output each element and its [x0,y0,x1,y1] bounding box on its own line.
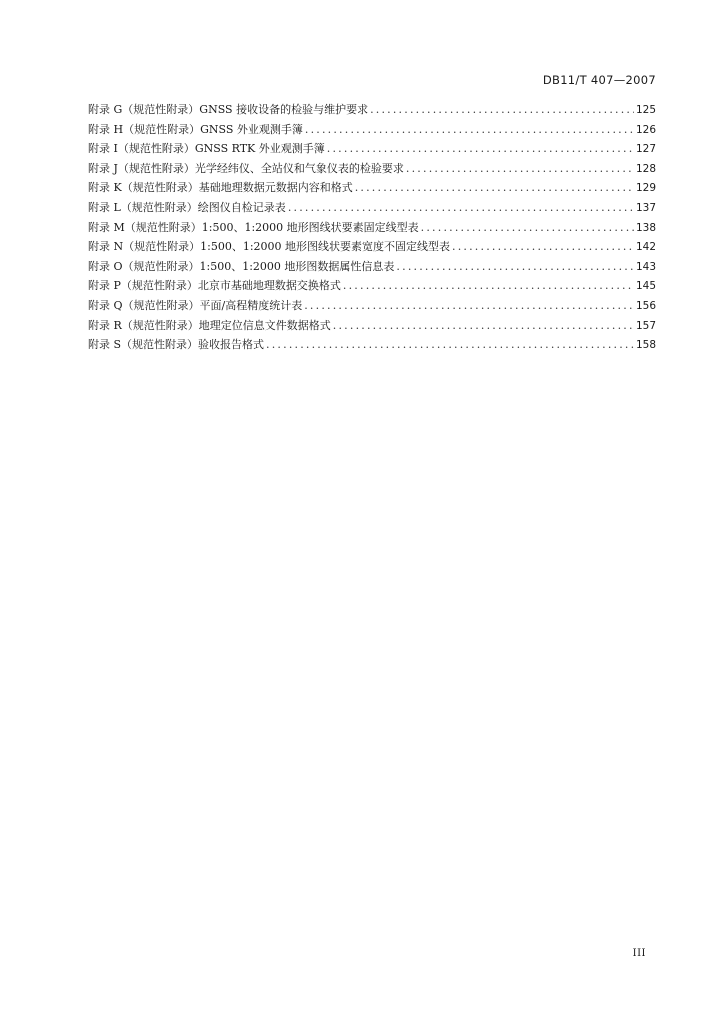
toc-entry-appendix-q[interactable] [88,297,656,317]
toc-entry-title: 附录 R（规范性附录）地理定位信息文件数据格式 [88,318,331,332]
toc-entry-title: 附录 J（规范性附录）光学经纬仪、全站仪和气象仪表的检验要求 [88,161,404,175]
toc-entry-title: 附录 M（规范性附录）1:500、1:2000 地形图线状要素固定线型表 [88,220,419,234]
toc-entry-page: 157 [635,319,656,332]
toc-entry-appendix-k[interactable] [88,179,656,199]
toc-entry-page: 138 [635,221,656,234]
toc-entry-page: 126 [635,123,656,136]
toc-entry-page: 125 [635,104,656,116]
toc-dot-leader [406,162,634,175]
toc-entry-page: 137 [635,201,656,214]
toc-dot-leader [305,123,634,136]
toc-entry-title: 附录 L（规范性附录）绘图仪自检记录表 [88,200,286,214]
toc-entry-appendix-l[interactable] [88,199,656,219]
toc-entry-appendix-j[interactable] [88,160,656,180]
toc-dot-leader [333,319,634,332]
toc-entry-appendix-m[interactable] [88,219,656,239]
toc-dot-leader [266,338,634,351]
toc-entry-page: 143 [635,260,656,273]
toc-entry-page: 142 [635,241,656,254]
toc-entry-title: 附录 H（规范性附录）GNSS 外业观测手簿 [88,122,303,136]
toc-entry-title: 附录 Q（规范性附录）平面/高程精度统计表 [88,298,303,312]
toc-entry-title: 附录 I（规范性附录）GNSS RTK 外业观测手簿 [88,142,325,156]
toc-entry-appendix-h[interactable] [88,121,656,141]
toc-entry-appendix-s[interactable] [88,336,656,356]
toc-entry-appendix-n[interactable] [88,238,656,258]
toc-entry-title: 附录 G（规范性附录）GNSS 接收设备的检验与维护要求 [88,103,369,116]
toc-entry-page: 129 [635,182,656,195]
toc-dot-leader [421,221,634,234]
toc-dot-leader [452,240,634,253]
standard-code: DB11/T 407—2007 [542,73,656,87]
toc-entry-appendix-g[interactable] [88,101,656,121]
toc-entry-title: 附录 K（规范性附录）基础地理数据元数据内容和格式 [88,181,353,195]
toc-entry-title: 附录 O（规范性附录）1:500、1:2000 地形图数据属性信息表 [88,259,395,273]
toc-entry-title: 附录 P（规范性附录）北京市基础地理数据交换格式 [88,279,341,293]
toc-entry-title: 附录 N（规范性附录）1:500、1:2000 地形图线状要素宽度不固定线型表 [88,240,451,254]
toc-entry-appendix-o[interactable] [88,258,656,278]
toc-entry-page: 145 [635,280,656,293]
toc-dot-leader [370,103,634,116]
toc-entry-appendix-p[interactable] [88,277,656,297]
toc-dot-leader [327,142,634,155]
toc-entry-page: 158 [635,339,656,352]
toc-entry-page: 128 [635,162,656,175]
toc-dot-leader [304,299,634,312]
toc-entry-page: 156 [635,299,656,312]
toc-entry-page: 127 [635,143,656,156]
toc-dot-leader [343,279,634,292]
page-number: III [632,948,646,959]
toc-dot-leader [396,260,634,273]
toc-dot-leader [288,201,634,214]
table-of-contents [88,101,656,356]
toc-entry-appendix-r[interactable] [88,317,656,337]
toc-dot-leader [355,181,634,194]
toc-entry-appendix-i[interactable] [88,140,656,160]
toc-entry-title: 附录 S（规范性附录）验收报告格式 [88,338,265,352]
